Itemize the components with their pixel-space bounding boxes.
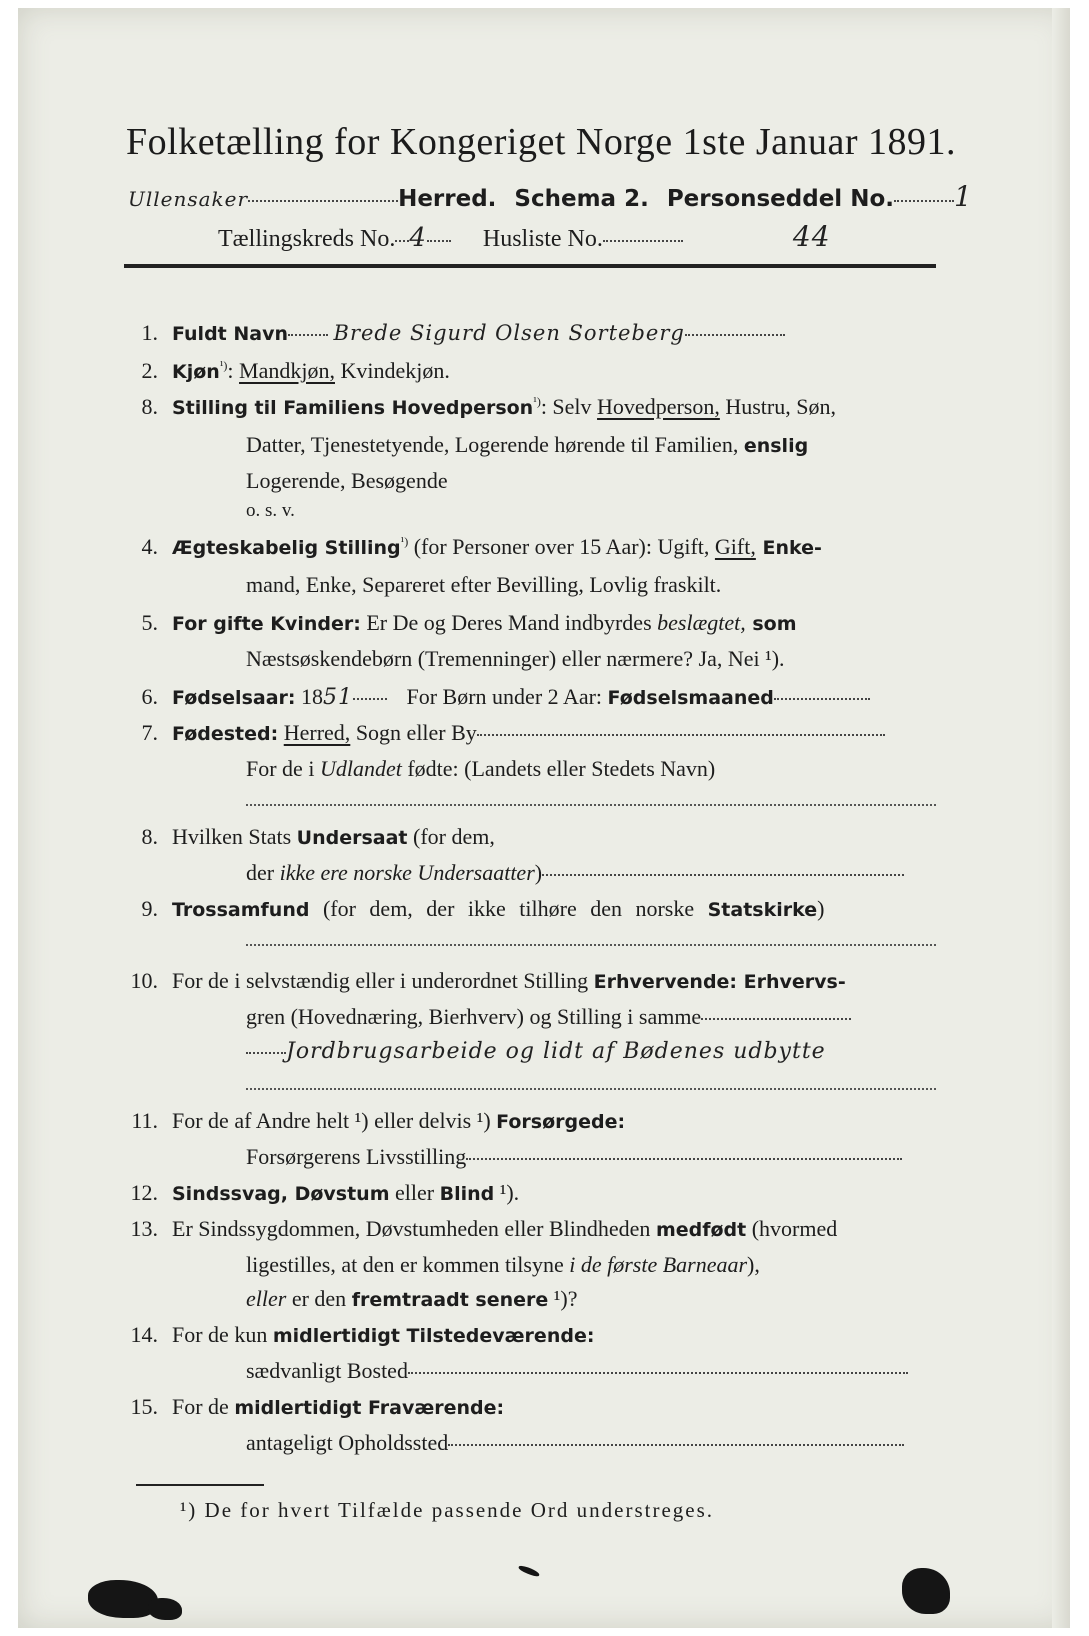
herred-value[interactable]: Ullensaker [128, 187, 249, 211]
item-number: 5. [141, 610, 158, 635]
item-text: Hvilken Stats [172, 824, 297, 849]
item-text: (for dem, [407, 824, 495, 849]
item-text: For de af Andre helt ¹) eller delvis ¹) [172, 1108, 497, 1133]
kjon-option-kvindekjon[interactable]: Kvindekjøn. [335, 358, 450, 383]
item-7 [114, 720, 885, 746]
item-text: ¹). [494, 1180, 520, 1205]
item-number: 4. [141, 534, 158, 559]
item-13-line-2 [246, 1252, 760, 1278]
item-8 [114, 824, 495, 850]
item-6 [114, 684, 870, 710]
husliste-value[interactable]: 44 [792, 220, 831, 253]
footnote-rule [136, 1484, 264, 1486]
item-text: For de i selvstændig eller i underordnet Stilling [172, 968, 594, 993]
item-text: ) [817, 896, 825, 921]
item-text: fremtraadt senere [351, 1289, 549, 1311]
item-text: For de i [246, 756, 320, 781]
item-10-line-2 [246, 1004, 851, 1030]
footnote-ref: ¹) [400, 534, 409, 549]
header-line-2 [218, 220, 831, 253]
item-text: Sindssvag, Døvstum [172, 1183, 390, 1205]
personseddel-value[interactable]: 1 [954, 180, 973, 213]
item-text: er den [286, 1286, 352, 1311]
option-hovedperson[interactable]: Hovedperson, [597, 394, 720, 419]
dotted-leader [894, 199, 954, 202]
fodselsaar-label: Fødselsaar: [172, 687, 296, 709]
kreds-label: Tællingskreds No. [218, 226, 396, 252]
option-gift[interactable]: Gift, [714, 534, 756, 559]
fuldt-navn-label: Fuldt Navn [172, 323, 289, 345]
item-14-line-2 [246, 1358, 908, 1384]
item-text: som [745, 613, 797, 635]
item-text: ikke ere norske Undersaatter [279, 860, 535, 885]
item-number: 14. [130, 1322, 158, 1347]
item-text: ), [747, 1252, 760, 1277]
item-text: gren (Hovednæring, Bierhverv) og Stilling i samme [246, 1004, 702, 1029]
ink-blot [902, 1568, 950, 1614]
item-number: 13. [130, 1216, 158, 1241]
dotted-leader [246, 1051, 286, 1054]
kjon-label: Kjøn [172, 361, 220, 383]
schema-label: Schema 2. [514, 186, 649, 212]
dotted-leader [288, 333, 328, 336]
item-text: enslig [743, 435, 809, 457]
kreds-value[interactable]: 4 [409, 223, 427, 253]
item-text: Fødselsmaaned [607, 687, 774, 709]
item-text: Forsørgerens Livsstilling [246, 1144, 467, 1169]
dotted-leader [477, 733, 885, 736]
item-text: ) [534, 860, 543, 885]
item-12 [114, 1180, 519, 1206]
item-5-line-2: Næstsøskendebørn (Tremenninger) eller nærmere? Ja, Nei ¹). [246, 646, 785, 671]
item-15 [114, 1394, 504, 1420]
item-text: Er Sindssygdommen, Døvstumheden eller Blindheden [172, 1216, 656, 1241]
item-number: 9. [141, 896, 158, 921]
item-text: Erhvervende: [593, 971, 738, 993]
item-10 [114, 968, 846, 994]
item-text: Undersaat [296, 827, 408, 849]
item-9 [114, 896, 824, 922]
item-3-line-3: Logerende, Besøgende [246, 468, 448, 493]
item-text: For de kun [172, 1322, 273, 1347]
item-text: eller [246, 1286, 287, 1311]
erhverv-value[interactable]: Jordbrugsarbeide og lidt af Bødenes udbytte [286, 1039, 826, 1064]
ink-blot [88, 1580, 158, 1618]
item-number: 12. [130, 1180, 158, 1205]
item-3-line-2 [246, 432, 808, 458]
item-text: Statskirke [707, 899, 818, 921]
item-text: Blind [439, 1183, 495, 1205]
item-text: ¹)? [548, 1286, 578, 1311]
answer-line[interactable] [246, 944, 936, 946]
item-15-line-2 [246, 1430, 904, 1456]
item-text: der [246, 860, 280, 885]
dotted-leader [701, 1017, 851, 1020]
answer-line[interactable] [246, 1088, 936, 1090]
dotted-leader [685, 333, 785, 336]
item-text: For de [172, 1394, 235, 1419]
item-text: Enke- [755, 537, 822, 559]
item-text: (for Personer over 15 Aar): Ugift, [408, 534, 715, 559]
item-number: 11. [131, 1108, 158, 1133]
item-number: 1. [141, 320, 158, 345]
dotted-leader [427, 239, 451, 242]
ink-blot [148, 1598, 182, 1620]
footnote: ¹) De for hvert Tilfælde passende Ord understreges. [180, 1498, 715, 1522]
dotted-leader [408, 1371, 908, 1374]
aegteskab-label: Ægteskabelig Stilling [172, 537, 401, 559]
item-7-line-2 [246, 756, 715, 782]
dotted-leader [603, 239, 683, 242]
item-number: 15. [130, 1394, 158, 1419]
item-text: 18 [295, 684, 323, 709]
item-4 [114, 534, 822, 560]
footnote-ref: ¹) [219, 358, 228, 373]
item-text: : Selv [540, 394, 598, 419]
option-herred[interactable]: Herred, [283, 720, 351, 745]
item-number: 6. [141, 684, 158, 709]
item-text: Udlandet [319, 756, 402, 781]
item-4-line-2: mand, Enke, Separeret efter Bevilling, Lovlig fraskilt. [246, 572, 722, 597]
item-3-line-4: o. s. v. [246, 500, 295, 521]
item-1 [114, 320, 785, 346]
item-text: eller [389, 1180, 440, 1205]
item-11-line-2 [246, 1144, 902, 1170]
gifte-kvinder-label: For gifte Kvinder: [172, 613, 361, 635]
kjon-option-mandkjon[interactable]: Mandkjøn, [239, 358, 335, 383]
dotted-leader [353, 697, 387, 700]
item-10-line-3 [246, 1038, 826, 1064]
item-text: (for dem, der ikke tilhøre den norske [309, 896, 708, 921]
item-text: medfødt [655, 1219, 747, 1241]
item-text: Sogn eller By [350, 720, 477, 745]
dotted-leader [466, 1157, 902, 1160]
herred-label: Herred. [398, 186, 497, 212]
form-title: Folketælling for Kongeriget Norge 1ste Januar 1891. [126, 121, 957, 163]
header-rule [124, 264, 936, 268]
item-number: 8. [141, 824, 158, 849]
dotted-leader [448, 1443, 904, 1446]
fodselsaar-value[interactable]: 51 [323, 685, 353, 710]
item-text: midlertidigt Fraværende: [234, 1397, 505, 1419]
item-2 [114, 358, 450, 384]
item-text: antageligt Opholdssted [246, 1430, 449, 1455]
item-13 [114, 1216, 837, 1242]
item-number: 2. [141, 358, 158, 383]
dotted-leader [248, 199, 398, 202]
dotted-leader [542, 873, 904, 876]
item-text: (hvormed [746, 1216, 838, 1241]
dotted-leader [774, 697, 870, 700]
item-text: beslægtet, [657, 610, 746, 635]
item-text: i de første Barneaar [569, 1252, 748, 1277]
census-form-page [18, 8, 1070, 1628]
item-13-line-3 [246, 1286, 577, 1312]
husliste-label: Husliste No. [482, 226, 603, 252]
item-5 [114, 610, 797, 636]
stilling-label: Stilling til Familiens Hovedperson [172, 397, 534, 419]
item-number: 10. [130, 968, 158, 993]
item-text: sædvanligt Bosted [246, 1358, 408, 1383]
fodested-label: Fødested: [172, 723, 279, 745]
item-text: Forsørgede: [496, 1111, 626, 1133]
item-number: 8. [141, 394, 158, 419]
fuldt-navn-value[interactable]: Brede Sigurd Olsen Sorteberg [333, 321, 685, 345]
item-text: Er De og Deres Mand indbyrdes [360, 610, 658, 635]
answer-line[interactable] [246, 804, 936, 806]
item-text: : [227, 358, 240, 383]
item-text: Hustru, Søn, [719, 394, 836, 419]
dotted-leader [395, 239, 409, 242]
page-edge-shadow [1052, 8, 1070, 1628]
item-8-line-2 [246, 860, 904, 886]
item-text: Erhvervs- [737, 971, 846, 993]
item-text: midlertidigt Tilstedeværende: [272, 1325, 595, 1347]
item-text: For Børn under 2 Aar: [406, 684, 608, 709]
item-text: Datter, Tjenestetyende, Logerende hørende til Familien, [246, 432, 744, 457]
item-number: 7. [141, 720, 158, 745]
personseddel-label: Personseddel No. [666, 186, 894, 212]
header-line-1 [128, 180, 973, 213]
item-11 [114, 1108, 625, 1134]
item-text: ligestilles, at den er kommen tilsyne [246, 1252, 570, 1277]
item-text: fødte: (Landets eller Stedets Navn) [401, 756, 716, 781]
item-14 [114, 1322, 594, 1348]
footnote-ref: ¹) [533, 394, 541, 409]
trossamfund-label: Trossamfund [172, 899, 310, 921]
ink-mark [518, 1564, 541, 1577]
item-3 [114, 394, 836, 420]
